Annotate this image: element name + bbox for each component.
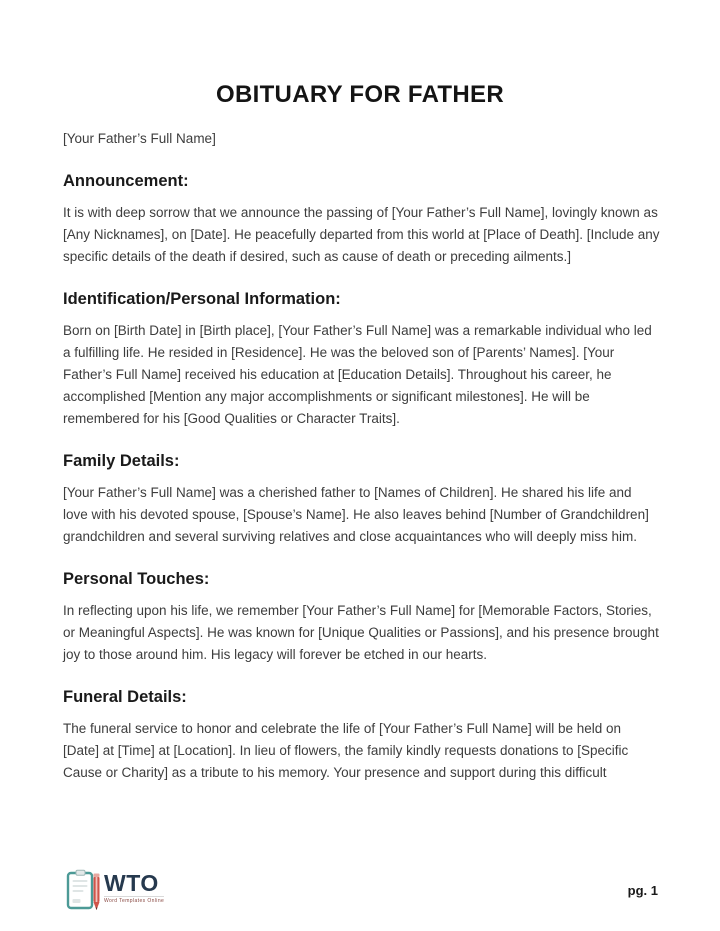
section-heading-announcement: Announcement: — [63, 172, 189, 190]
section-heading-funeral-details: Funeral Details: — [63, 688, 187, 706]
section-family-details — [63, 450, 660, 548]
section-heading-family-details: Family Details: — [63, 452, 180, 470]
logo-wordmark: WTO — [104, 870, 159, 896]
section-identification — [63, 288, 660, 430]
father-name-placeholder: [Your Father’s Full Name] — [63, 131, 216, 146]
logo-tagline: Word Templates Online — [104, 898, 165, 904]
wto-logo — [66, 869, 164, 911]
section-personal-touches — [63, 568, 660, 666]
section-body-identification: Born on [Birth Date] in [Birth place], [Your Father’s Full Name] was a remarkable individual who led a fulfilling life. He resided in [Residence]. He was the beloved son of [Parents’ Names]. [Your Father’s Full Name] received his education at [Education Details]. Throughout his career, he accomplished [Mention any major accomplishments or significant milestones]. He will be remembered for his [Good Qualities or Character Traits]. — [63, 323, 652, 426]
section-body-funeral-details: The funeral service to honor and celebrate the life of [Your Father’s Full Name] will be held on [Date] at [Time] at [Location]. In lieu of flowers, the family kindly requests donations to [Specific Cause or Charity] as a tribute to his memory. Your presence and support during this difficult — [63, 721, 629, 780]
section-funeral-details — [63, 686, 660, 784]
page-title: OBITUARY FOR FATHER — [216, 81, 504, 108]
document-body — [0, 128, 720, 784]
page-footer — [0, 869, 720, 911]
section-body-announcement: It is with deep sorrow that we announce the passing of [Your Father’s Full Name], lovingly known as [Any Nicknames], on [Date]. He peacefully departed from this world at [Place of Death]. [Include any specific details of the death if desired, such as cause of death or preceding ailments.] — [63, 205, 660, 264]
section-body-family-details: [Your Father’s Full Name] was a cherished father to [Names of Children]. He shared his life and love with his devoted spouse, [Spouse’s Name]. He also leaves behind [Number of Grandchildren] grandchildren and several surviving relatives and close acquaintances who will deeply miss him. — [63, 485, 649, 544]
section-heading-identification: Identification/Personal Information: — [63, 290, 341, 308]
section-heading-personal-touches: Personal Touches: — [63, 570, 210, 588]
section-announcement — [63, 170, 660, 268]
section-body-personal-touches: In reflecting upon his life, we remember [Your Father’s Full Name] for [Memorable Factors, Stories, or Meaningful Aspects]. He was known for [Unique Qualities or Passions], and his presence brought joy to those around him. His legacy will forever be etched in our hearts. — [63, 603, 659, 662]
logo-text-group — [104, 872, 164, 904]
page-number: pg. 1 — [627, 882, 658, 898]
clipboard-pencil-icon — [66, 869, 102, 911]
